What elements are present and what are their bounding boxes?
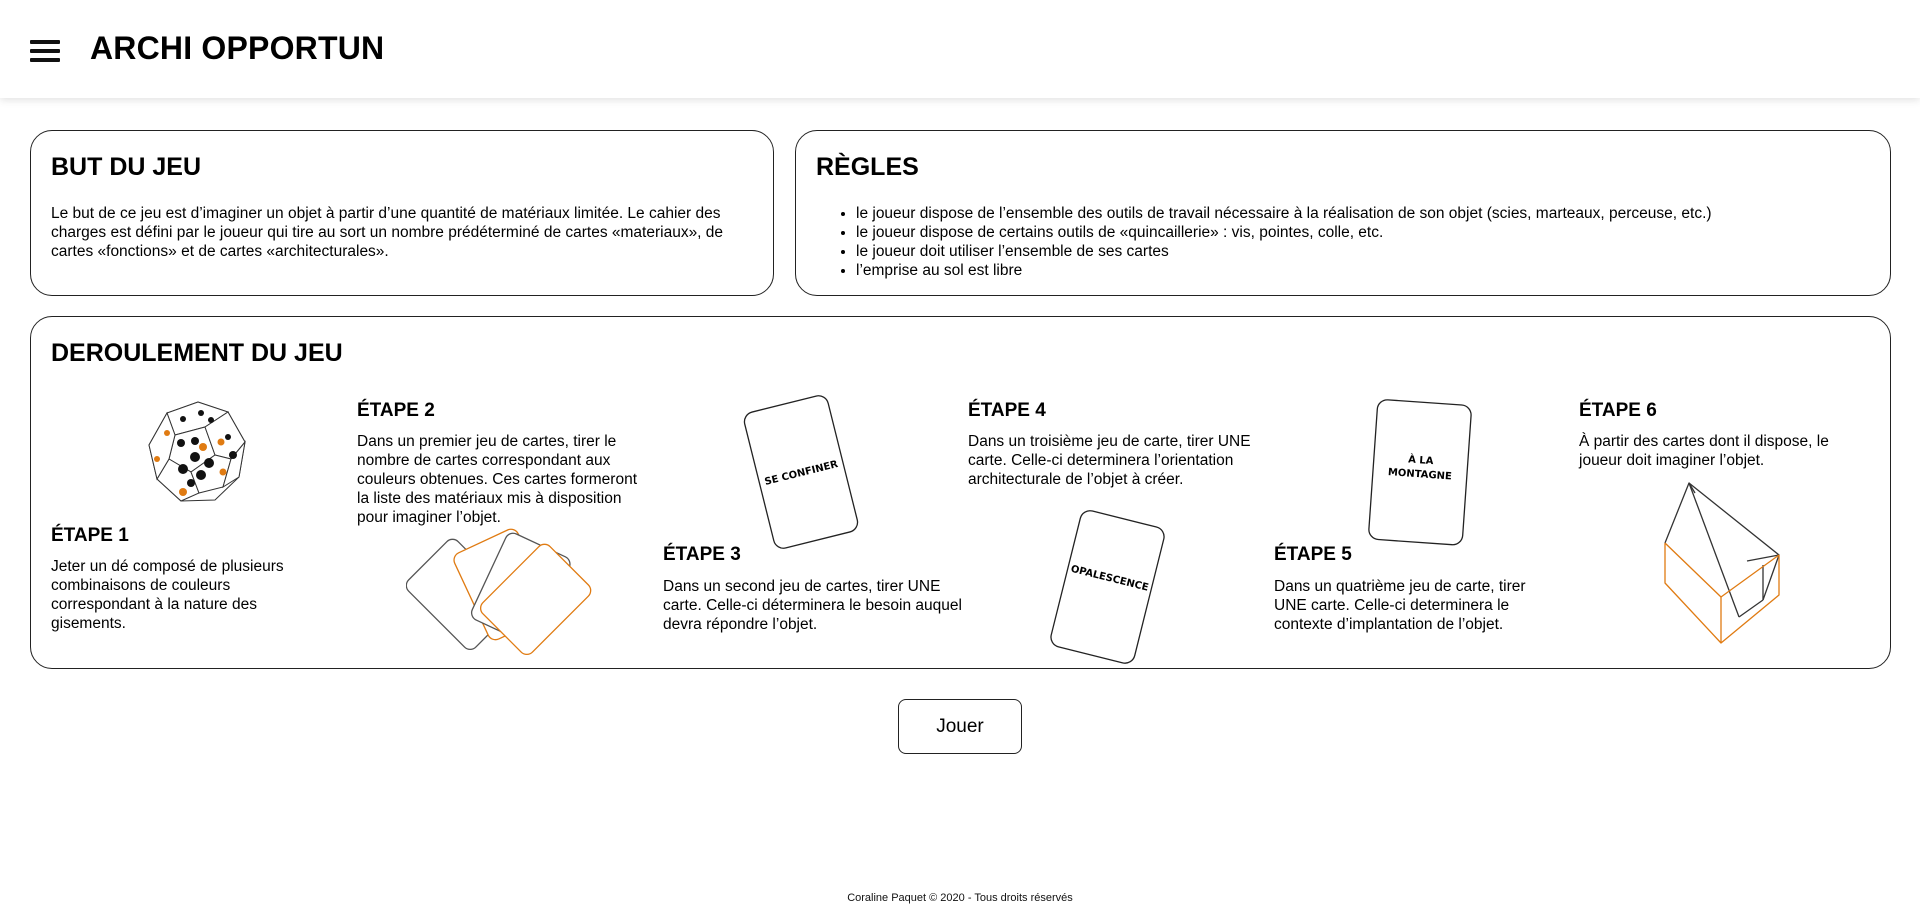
app-title: ARCHI OPPORTUN [90, 30, 385, 66]
goal-card [30, 130, 774, 296]
step-5-title: ÉTAPE 5 [1274, 544, 1352, 565]
object-sketch-illustration [1659, 475, 1789, 645]
step-6-text: À partir des cartes dont il dispose, le joueur doit imaginer l’objet. [1579, 433, 1829, 469]
architecture-card-label: OPALESCENCE [1069, 563, 1150, 594]
play-button[interactable]: Jouer [898, 699, 1022, 754]
goal-title: BUT DU JEU [51, 153, 202, 181]
material-cards-illustration [406, 527, 596, 657]
function-card-label: SE CONFINER [763, 459, 840, 488]
step-6-title: ÉTAPE 6 [1579, 400, 1657, 421]
context-card-label-line2: MONTAGNE [1387, 467, 1453, 483]
rule-item: • le joueur dispose de l’ensemble des outils de travail nécessaire à la réalisation de son objet (scies, marteaux, perceuse, etc.) [856, 204, 1896, 223]
step-1-text: Jeter un dé composé de plusieurs combinaisons de couleurs correspondant à la nature des gisements. [51, 558, 284, 632]
rules-list [816, 204, 1896, 280]
footer-copyright: Coraline Paquet © 2020 - Tous droits réservés [847, 892, 1073, 904]
die-illustration [143, 397, 253, 507]
architecture-card-illustration [1043, 505, 1173, 665]
top-app-bar [0, 0, 1920, 98]
rules-card [795, 130, 1891, 296]
goal-text: Le but de ce jeu est d’imaginer un objet à partir d’une quantité de matériaux limitée. Le cahier des charges est défini par le joueur qui tire au sort un nombre prédéterminé de cartes «materiaux», de cartes «fonctions» et de cartes «architecturales». [51, 205, 724, 260]
rule-item: • le joueur dispose de certains outils de «quincaillerie» : vis, pointes, colle, etc. [856, 223, 1896, 242]
step-4-text: Dans un troisième jeu de carte, tirer UNE carte. Celle-ci determinera l’orientation architecturale de l’objet à créer. [968, 433, 1251, 488]
hamburger-menu-icon[interactable] [30, 40, 60, 62]
rule-item: • l’emprise au sol est libre [856, 261, 1896, 280]
game-flow-card [30, 316, 1891, 669]
rules-title: RÈGLES [816, 153, 919, 181]
context-card-illustration [1351, 392, 1481, 552]
step-5-text: Dans un quatrième jeu de carte, tirer UNE carte. Celle-ci determinera le contexte d’implantation de l’objet. [1274, 578, 1526, 633]
game-flow-title: DEROULEMENT DU JEU [51, 339, 343, 367]
step-3-text: Dans un second jeu de cartes, tirer UNE carte. Celle-ci déterminera le besoin auquel devra répondre l’objet. [663, 578, 962, 633]
step-1-title: ÉTAPE 1 [51, 525, 129, 546]
function-card-illustration [736, 392, 866, 552]
step-3-title: ÉTAPE 3 [663, 544, 741, 565]
step-2-text: Dans un premier jeu de cartes, tirer le nombre de cartes correspondant aux couleurs obtenues. Ces cartes formeront la liste des matériaux mis à disposition pour imaginer l’objet. [357, 433, 637, 526]
step-2-title: ÉTAPE 2 [357, 400, 435, 421]
rule-item: • le joueur doit utiliser l’ensemble de ses cartes [856, 242, 1896, 261]
step-4-title: ÉTAPE 4 [968, 400, 1046, 421]
context-card-label-line1: À LA [1407, 454, 1434, 468]
